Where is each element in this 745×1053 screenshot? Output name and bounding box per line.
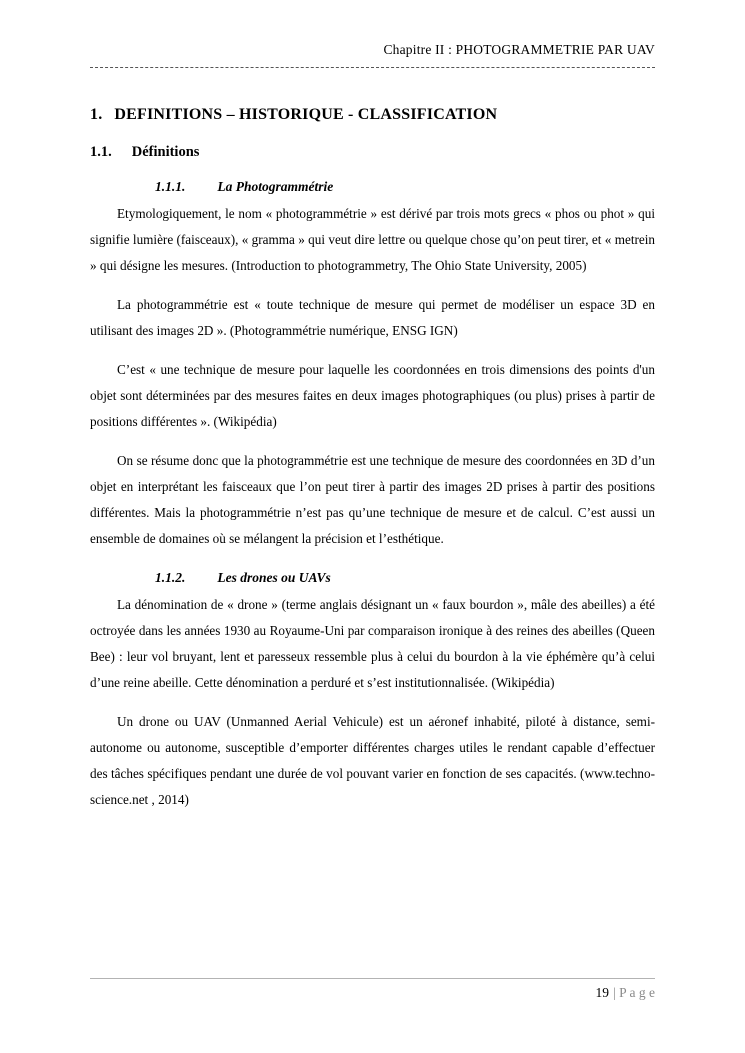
paragraph-drone-denomination: La dénomination de « drone » (terme anglais désignant un « faux bourdon », mâle des abeilles) a été octroyée dans les années 1930 au Royaume-Uni par comparaison ironique à des reines des abeilles (Queen Bee) : leur vol bruyant, lent et paresseux ressemble plus à celui du bourdon à la vie éphémère qu’à celui d’une reine abeille. Cette dénomination a perduré et s’est institutionnalisée. (Wikipédia) xyxy=(90,597,655,690)
section-heading-1-1-2 xyxy=(155,570,655,586)
heading-text: DEFINITIONS – HISTORIQUE - CLASSIFICATION xyxy=(114,106,498,123)
page-body xyxy=(90,106,655,813)
heading-number: 1.1.1. xyxy=(155,179,186,194)
paragraph-drone-definition: Un drone ou UAV (Unmanned Aerial Vehicule) est un aéronef inhabité, piloté à distance, semi-autonome ou autonome, susceptible d’emporter différentes charges utiles le rendant capable d’effectuer des tâches spécifiques pendant une durée de vol pouvant varier en fonction de ses capacités. (www.techno-science.net , 2014) xyxy=(90,714,655,807)
paragraph-etymology: Etymologiquement, le nom « photogrammétrie » est dérivé par trois mots grecs « phos ou phot » qui signifie lumière (faisceaux), « gramma » qui veut dire lettre ou quelque chose qu’on peut tirer, et « metrein » qui désigne les mesures. (Introduction to photogrammetry, The Ohio State University, 2005) xyxy=(90,206,655,273)
chapter-title: Chapitre II : PHOTOGRAMMETRIE PAR UAV xyxy=(383,42,655,57)
paragraph-summary: On se résume donc que la photogrammétrie est une technique de mesure des coordonnées en 3D d’un objet en interprétant les faisceaux que l’on peut tirer à partir des images 2D prises à partir des positions différentes. Mais la photogrammétrie n’est pas qu’une technique de mesure et de calcul. C’est aussi un ensemble de domaines où se mélangent la précision et l’esthétique. xyxy=(90,453,655,546)
heading-text: La Photogrammétrie xyxy=(217,179,334,194)
section-heading-1-1-1 xyxy=(155,179,655,195)
heading-number: 1.1. xyxy=(90,144,112,160)
section-heading-1-1 xyxy=(90,144,655,161)
page-footer xyxy=(90,978,655,1001)
heading-text: Les drones ou UAVs xyxy=(217,570,331,585)
header-divider xyxy=(90,67,655,68)
section-heading-1 xyxy=(90,106,655,124)
heading-number: 1. xyxy=(90,106,103,123)
page-label: | P a g e xyxy=(613,985,655,1000)
footer-page-indicator xyxy=(90,985,655,1001)
page-header xyxy=(90,42,655,68)
paragraph-definition-ensg: La photogrammétrie est « toute technique de mesure qui permet de modéliser un espace 3D en utilisant des images 2D ». (Photogrammétrie numérique, ENSG IGN) xyxy=(90,297,655,338)
paragraph-definition-wikipedia: C’est « une technique de mesure pour laquelle les coordonnées en trois dimensions des points d'un objet sont déterminées par des mesures faites en deux images photographiques (ou plus) prises à partir de positions différentes ». (Wikipédia) xyxy=(90,362,655,429)
heading-number: 1.1.2. xyxy=(155,570,186,585)
footer-divider xyxy=(90,978,655,979)
page-number: 19 xyxy=(595,985,610,1000)
heading-text: Définitions xyxy=(131,144,200,160)
